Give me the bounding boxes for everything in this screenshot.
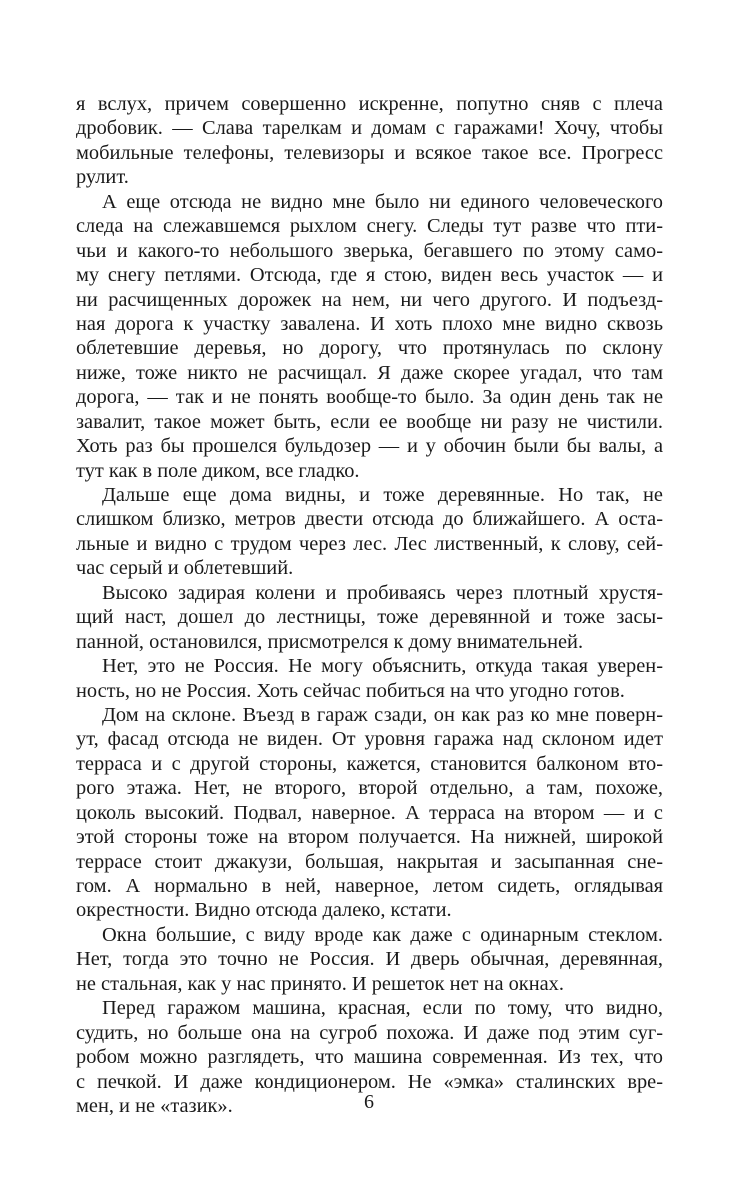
text-line: мобильные телефоны, телевизоры и всякое такое все. Прогресс <box>76 141 663 164</box>
text-line: гом. А нормально в ней, наверное, летом сидеть, оглядывая <box>76 875 663 897</box>
text-line: щий наст, дошел до лестницы, тоже деревянной и тоже засы- <box>76 606 663 629</box>
text-line: ная дорога к участку завалена. И хоть плохо мне видно сквозь <box>76 312 663 335</box>
paragraph <box>76 654 663 703</box>
text-line: Дальше еще дома видны, и тоже деревянные. Но так, не <box>102 484 663 506</box>
text-line: ут, фасад отсюда не виден. От уровня гаража над склоном идет <box>76 728 663 751</box>
text-line: окрестности. Видно отсюда далеко, кстати. <box>76 899 452 922</box>
text-line: А еще отсюда не видно мне было ни единого человеческого <box>102 190 663 213</box>
text-line: ниже, тоже никто не расчищал. Я даже скорее угадал, что там <box>76 361 663 384</box>
text-line: я вслух, причем совершенно искренне, попутно сняв с плеча <box>76 93 663 115</box>
text-line: цоколь высокий. Подвал, наверное. А терраса на втором — и с <box>76 801 663 824</box>
page-text <box>76 92 663 1118</box>
text-line: панной, остановился, присмотрелся к дому внимательней. <box>76 630 584 653</box>
text-line: рулит. <box>76 166 129 189</box>
paragraph <box>76 923 663 996</box>
paragraph <box>76 581 663 654</box>
text-line: Хоть раз бы прошелся бульдозер — и у обочин были бы валы, а <box>76 435 663 458</box>
text-line: судить, но больше она на сугроб похожа. И даже под этим суг- <box>76 1021 663 1044</box>
text-line: му снегу петлями. Отсюда, где я стою, виден весь участок — и <box>76 264 663 287</box>
text-line: чьи и какого-то небольшого зверька, бегавшего по этому само- <box>76 239 663 262</box>
text-line: ность, но не Россия. Хоть сейчас побиться на что угодно готов. <box>76 679 625 702</box>
text-line: не стальная, как у нас принято. И решеток нет на окнах. <box>76 972 564 995</box>
text-line: Перед гаражом машина, красная, если по тому, что видно, <box>102 997 663 1020</box>
paragraph <box>76 92 663 190</box>
text-line: с печкой. И даже кондиционером. Не «эмка» сталинских вре- <box>76 1070 663 1093</box>
text-line: слишком близко, метров двести отсюда до ближайшего. А оста- <box>76 508 663 531</box>
text-line: час серый и облетевший. <box>76 557 294 580</box>
page-number: 6 <box>364 1091 374 1113</box>
text-line: рого этажа. Нет, не второго, второй отдельно, а там, похоже, <box>76 777 663 800</box>
text-line: Нет, это не Россия. Не могу объяснить, откуда такая уверен- <box>102 655 663 678</box>
text-line: тут как в поле диком, все гладко. <box>76 459 360 482</box>
text-line: дорога, — так и не понять вообще-то было. За один день так не <box>76 386 663 409</box>
text-line: Нет, тогда это точно не Россия. И дверь обычная, деревянная, <box>76 948 663 971</box>
text-line: завалит, такое может быть, если ее вообще ни разу не чистили. <box>76 410 663 433</box>
text-line: этой стороны тоже на втором получается. На нижней, широкой <box>76 826 663 849</box>
text-line: дробовик. — Слава тарелкам и домам с гаражами! Хочу, чтобы <box>76 117 663 140</box>
text-line: льные и видно с трудом через лес. Лес лиственный, к слову, сей- <box>76 532 663 555</box>
paragraph <box>76 483 663 581</box>
text-line: Окна большие, с виду вроде как даже с одинарным стеклом. <box>102 923 663 946</box>
paragraph <box>76 190 663 483</box>
text-line: следа на слежавшемся рыхлом снегу. Следы тут разве что пти- <box>76 215 663 238</box>
text-line: ни расчищенных дорожек на нем, ни чего другого. И подъезд- <box>76 288 663 311</box>
text-line: Дом на склоне. Въезд в гараж сзади, он как раз ко мне поверн- <box>102 703 663 726</box>
text-line: робом можно разглядеть, что машина современная. Из тех, что <box>76 1046 663 1069</box>
text-line: мен, и не «тазик». <box>76 1094 233 1117</box>
text-line: террасе стоит джакузи, большая, накрытая и засыпанная сне- <box>76 850 663 873</box>
text-line: терраса и с другой стороны, кажется, становится балконом вто- <box>76 752 663 775</box>
paragraph <box>76 703 663 923</box>
text-line: облетевшие деревья, но дорогу, что протянулась по склону <box>76 337 663 360</box>
text-line: Высоко задирая колени и пробиваясь через плотный хрустя- <box>102 581 663 604</box>
